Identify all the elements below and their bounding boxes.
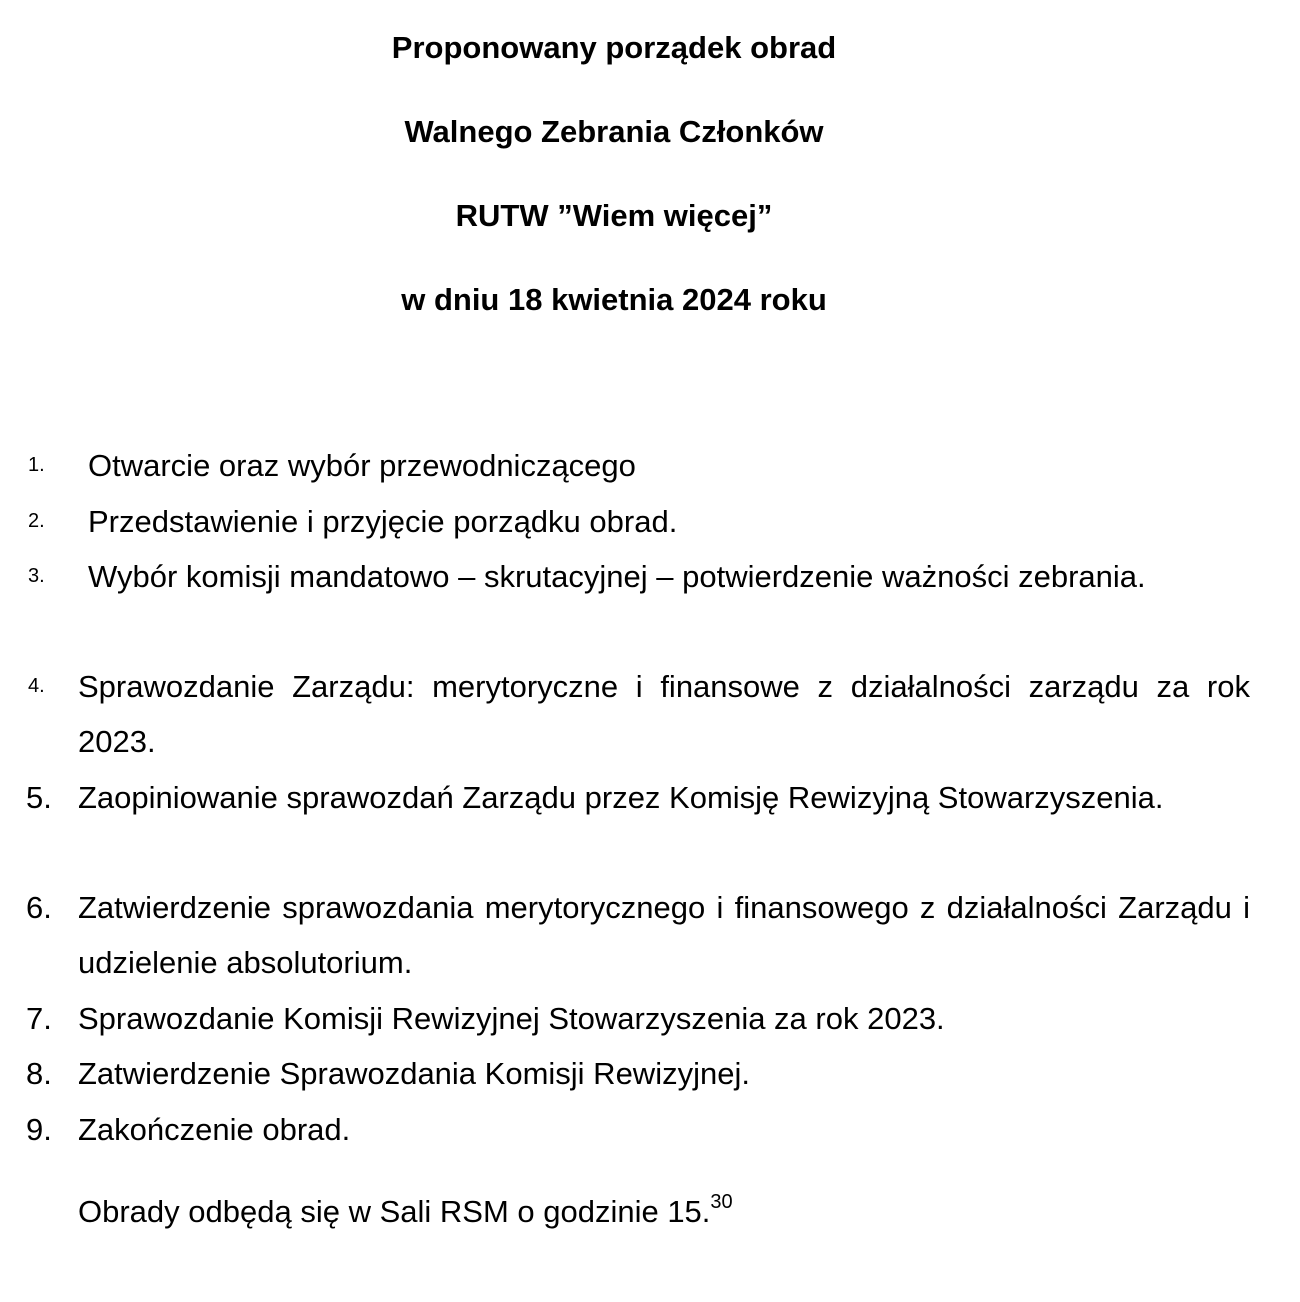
agenda-item-number: 1.: [28, 454, 45, 476]
agenda-item-2: [28, 494, 1250, 549]
title-line-3: RUTW ”Wiem więcej”: [455, 198, 773, 233]
title-date-line: w dniu 18 kwietnia 2024 roku: [401, 282, 827, 317]
agenda-item-number: 9.: [26, 1112, 52, 1147]
agenda-item-number: 4.: [28, 675, 45, 697]
agenda-item-8: [26, 1046, 1250, 1101]
title-line-2: Walnego Zebrania Członków: [404, 114, 824, 149]
agenda-item-text: Zatwierdzenie Sprawozdania Komisji Rewizyjnej.: [78, 1056, 750, 1091]
agenda-item-text: Zakończenie obrad.: [78, 1112, 351, 1147]
agenda-item-5: [26, 770, 1250, 825]
agenda-item-text: Zaopiniowanie sprawozdań Zarządu przez Komisję Rewizyjną Stowarzyszenia.: [78, 780, 1164, 815]
agenda-item-text: Otwarcie oraz wybór przewodniczącego: [88, 448, 636, 483]
agenda-item-number: 3.: [28, 565, 45, 587]
agenda-item-number: 2.: [28, 510, 45, 532]
meeting-location-note: [78, 1190, 733, 1234]
agenda-item-text: Zatwierdzenie sprawozdania merytorycznego i finansowego z działalności Zarządu i udzielenie absolutorium.: [78, 890, 1250, 980]
time-superscript: 30: [710, 1191, 733, 1213]
agenda-item-6: [26, 880, 1250, 990]
agenda-item-number: 8.: [26, 1056, 52, 1091]
agenda-item-text: Wybór komisji mandatowo – skrutacyjnej – potwierdzenie ważności zebrania.: [88, 559, 1146, 594]
agenda-item-7: [26, 991, 1250, 1046]
agenda-item-text: Sprawozdanie Komisji Rewizyjnej Stowarzyszenia za rok 2023.: [78, 1001, 945, 1036]
agenda-item-number: 7.: [26, 1001, 52, 1036]
agenda-item-3: [28, 549, 1250, 604]
agenda-item-4: [28, 659, 1250, 769]
agenda-item-1: [28, 438, 1250, 493]
agenda-item-number: 5.: [26, 780, 52, 815]
agenda-item-number: 6.: [26, 890, 52, 925]
agenda-item-text: Sprawozdanie Zarządu: merytoryczne i finansowe z działalności zarządu za rok 2023.: [78, 669, 1250, 759]
agenda-item-text: Przedstawienie i przyjęcie porządku obrad.: [88, 504, 678, 539]
agenda-item-9: [26, 1102, 1250, 1157]
meeting-location-text: Obrady odbędą się w Sali RSM o godzinie 15.: [78, 1194, 711, 1229]
title-line-1: Proponowany porządek obrad: [391, 30, 837, 65]
